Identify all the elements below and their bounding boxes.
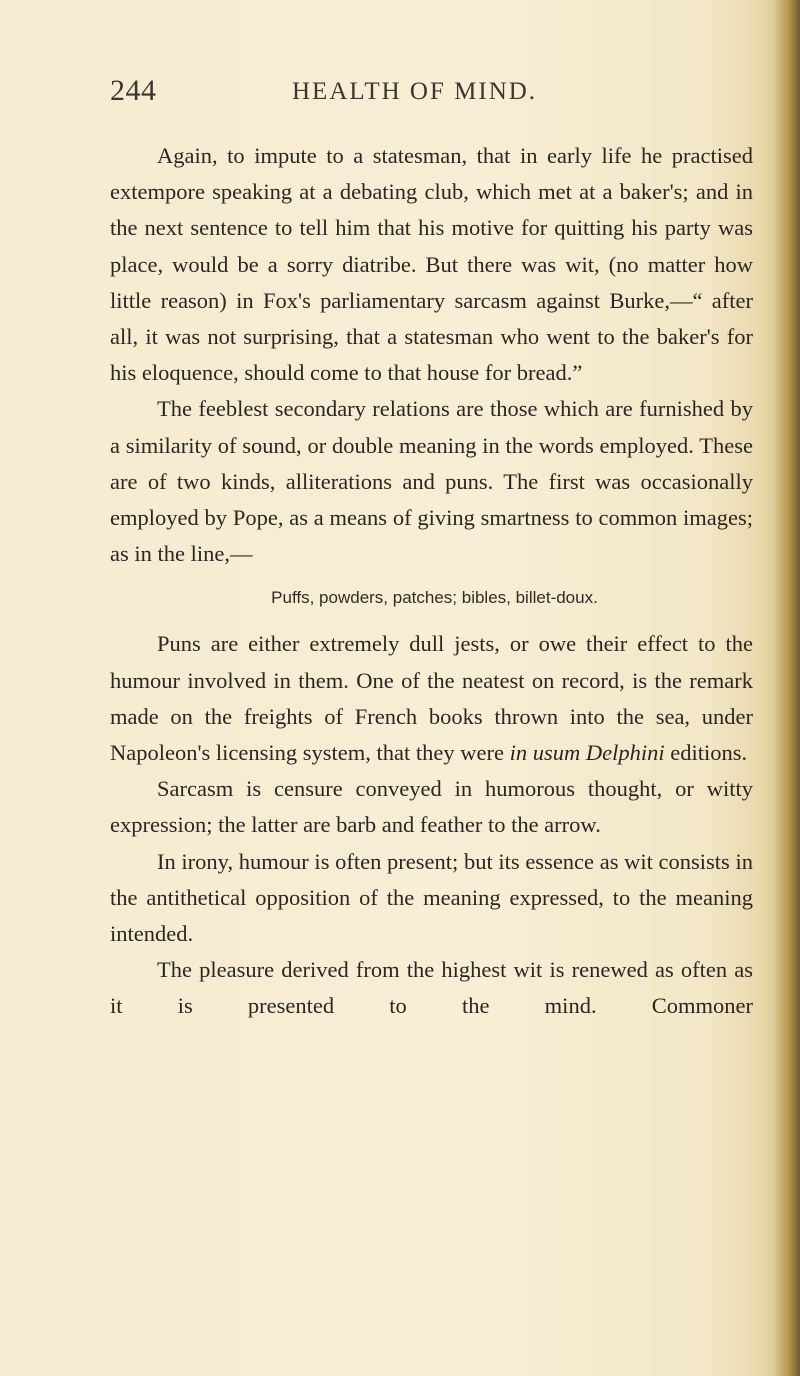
body-text	[110, 138, 753, 1025]
puns-text: Puns are either extremely dull jests, or owe their effect to the humour involved in them. One of the neatest on record, is the remark made on the freights of French books thrown into the sea, under Napoleon's licensing system, that they were	[110, 631, 753, 766]
running-head: HEALTH OF MIND.	[292, 78, 538, 105]
paragraph-irony: In irony, humour is often present; but its essence as wit consists in the antithetical opposition of the meaning expressed, to the meaning intended.	[110, 848, 753, 947]
page-edge-shadow	[774, 0, 800, 1376]
quoted-line: Puffs, powders, patches; bibles, billet-doux.	[271, 588, 598, 608]
paragraph-pleasure: The pleasure derived from the highest wit is renewed as often as it is presented to the mind. Commoner	[110, 957, 753, 1019]
page-header	[110, 74, 750, 118]
latin-phrase: in usum Delphini	[509, 740, 665, 766]
paragraph-secondary-relations: The feeblest secondary relations are those which are furnished by a similarity of sound, or double meaning in the words employed. These are of two kinds, alliterations and puns. The first was occasionally employed by Pope, as a means of giving smartness to common images; as in the line,—	[110, 396, 753, 567]
paragraph-puns	[110, 626, 753, 771]
paragraph-sarcasm: Sarcasm is censure conveyed in humorous thought, or witty expression; the latter are barb and feather to the arrow.	[110, 776, 753, 838]
paragraph-statesman: Again, to impute to a statesman, that in early life he practised extempore speaking at a debating club, which met at a baker's; and in the next sentence to tell him that his motive for quitting his party was place, would be a sorry diatribe. But there was wit, (no matter how little reason) in Fox's parliamentary sarcasm against Burke,—“ after all, it was not surprising, that a statesman who went to the baker's for his eloquence, should come to that house for bread.”	[110, 143, 753, 386]
page-number: 244	[110, 74, 157, 107]
puns-text-end: editions.	[664, 740, 748, 766]
